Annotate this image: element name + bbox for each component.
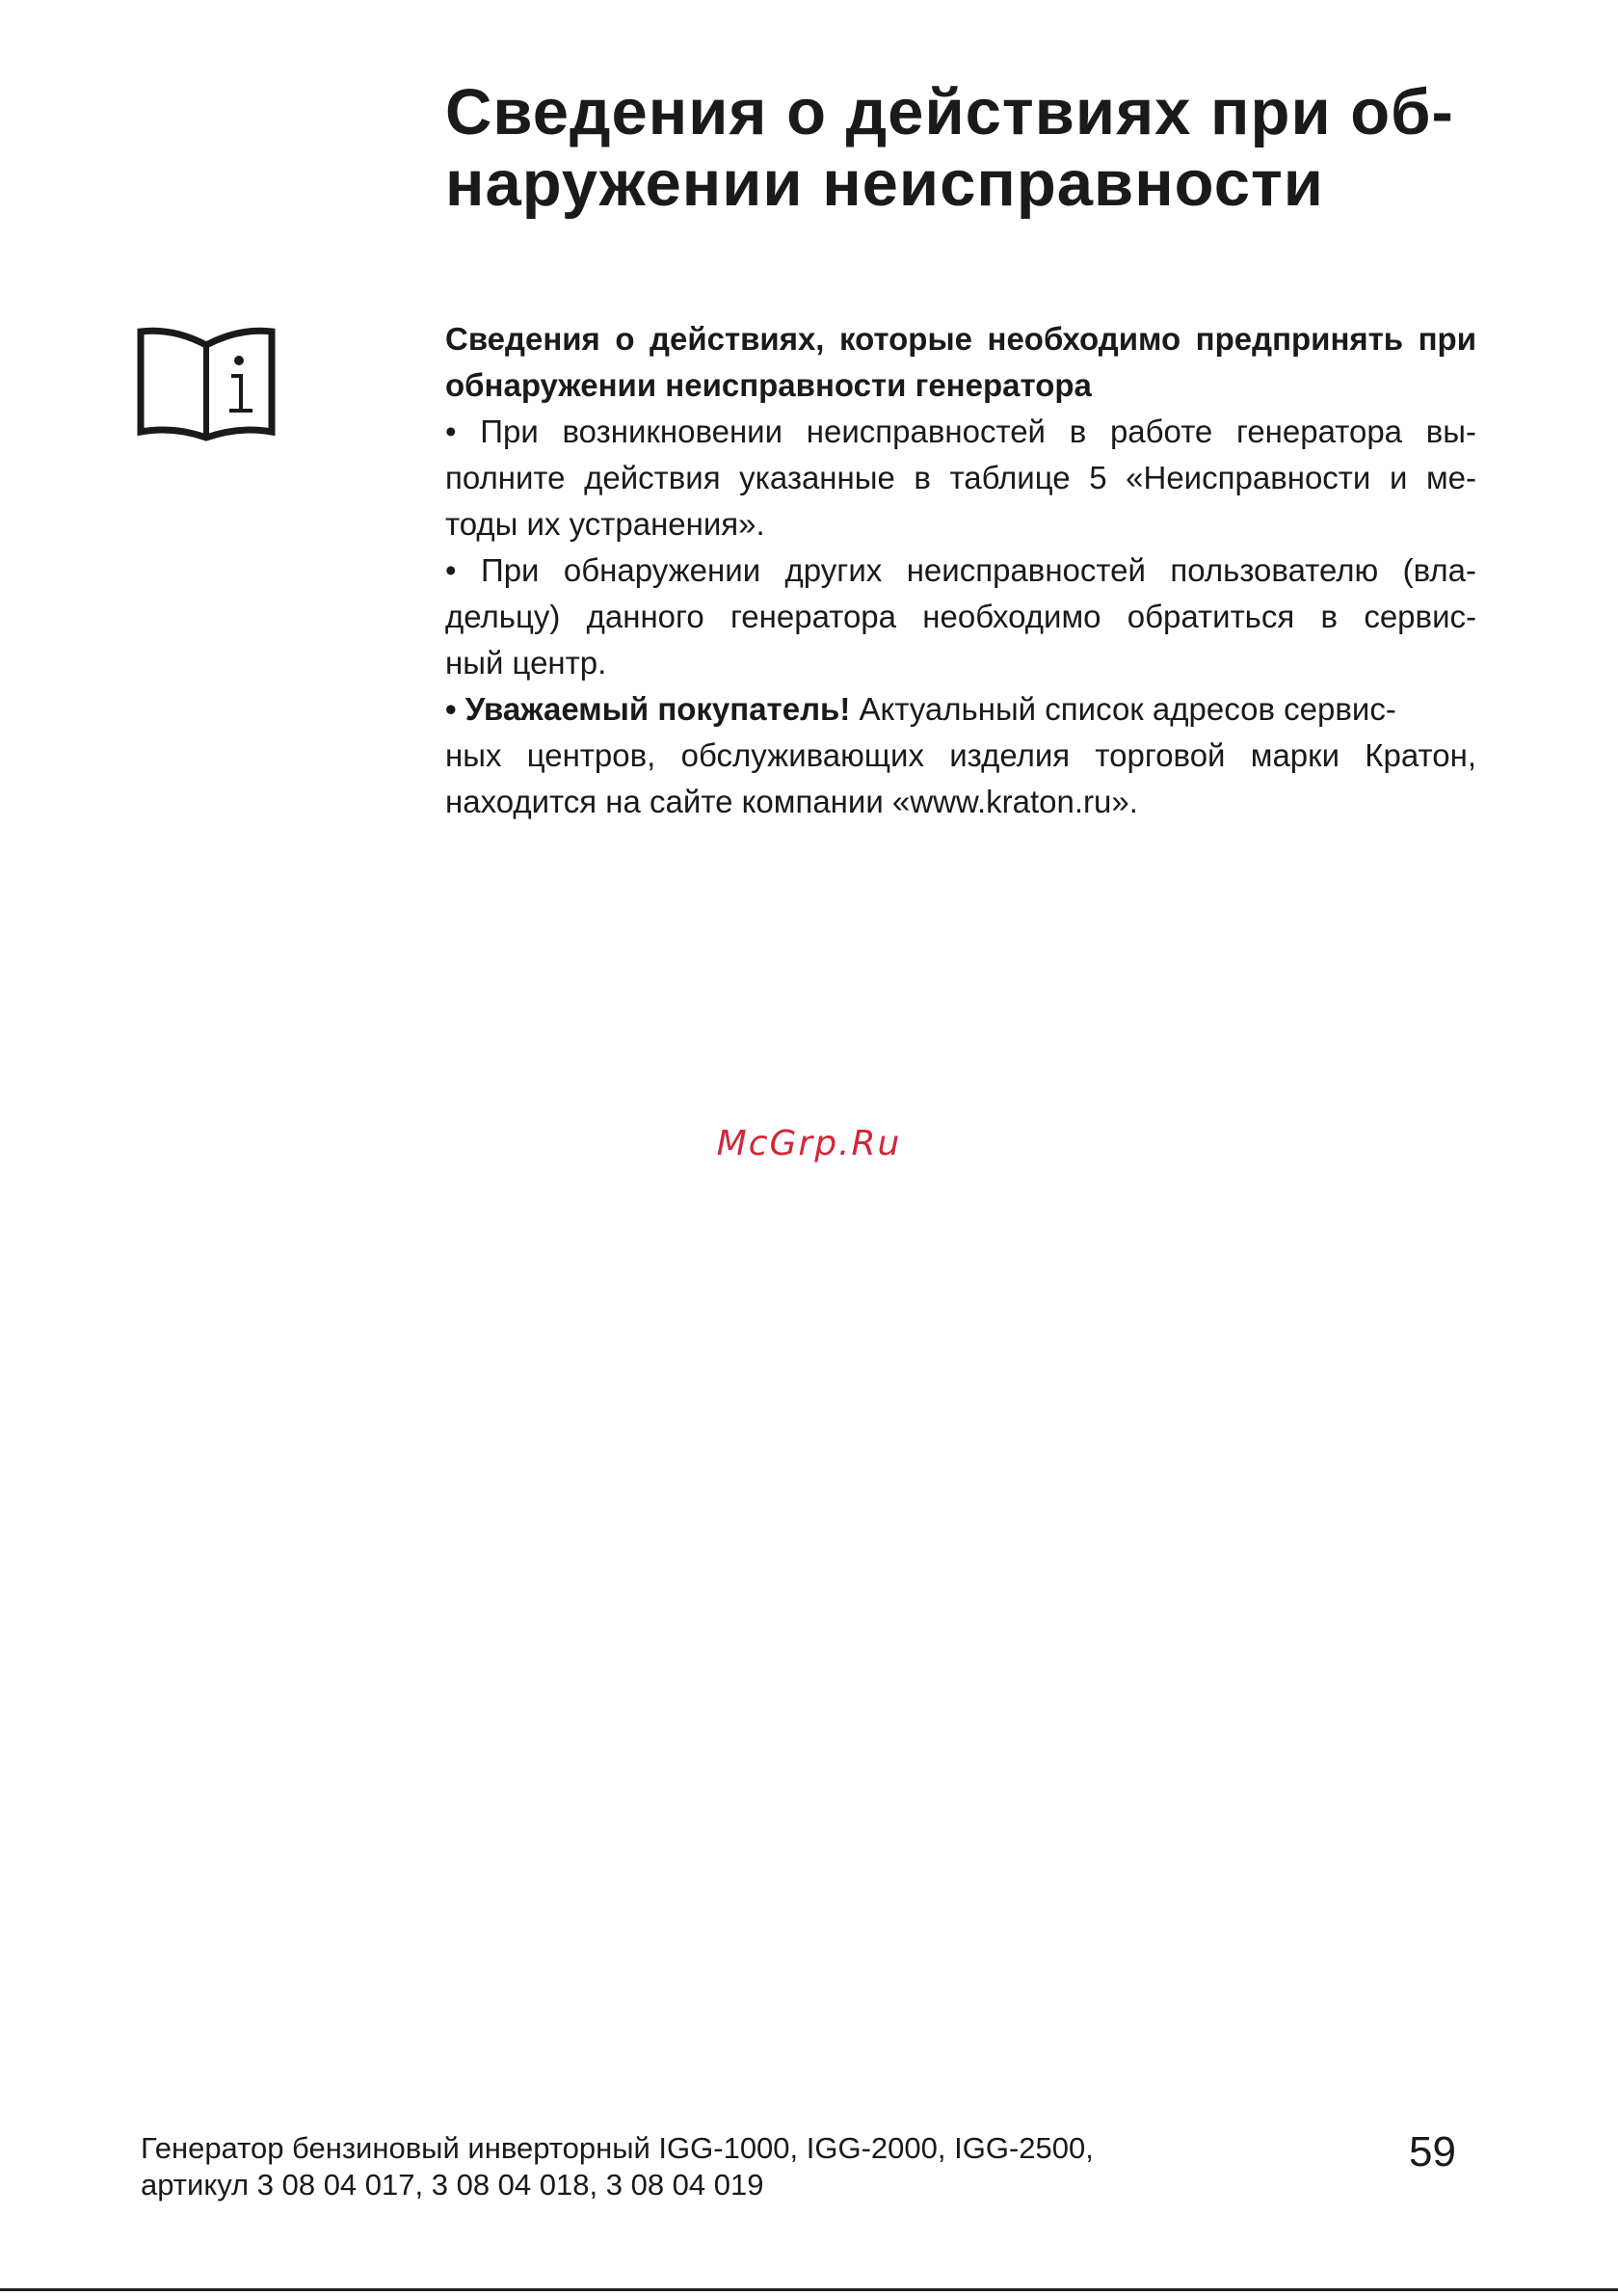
- watermark: McGrp.Ru: [716, 1124, 902, 1163]
- paragraph-1-line-3: тоды их устранения».: [445, 506, 765, 542]
- footer-product-info: [141, 2130, 1094, 2203]
- paragraph-1-line-2: полните действия указанные в таблице 5 «Неисправности и ме-: [445, 460, 1476, 495]
- paragraph-3-line-3: находится на сайте компании «www.kraton.ru».: [445, 784, 1138, 819]
- lead-line-1: Сведения о действиях, которые необходимо предпринять при: [445, 321, 1476, 357]
- dear-customer-label: • Уважаемый покупатель!: [445, 691, 851, 727]
- page-title: [445, 77, 1476, 220]
- page-title-line-1: Сведения о действиях при об-: [445, 76, 1454, 148]
- lead-line-2: обнаружении неисправности генератора: [445, 367, 1092, 403]
- paragraph-2-line-3: ный центр.: [445, 645, 607, 681]
- page-number: 59: [1409, 2128, 1456, 2176]
- paragraph-3-line-1: [445, 686, 1476, 733]
- bottom-divider: [0, 2288, 1618, 2291]
- paragraph-1-line-1: • При возникновении неисправностей в работе генератора вы-: [445, 414, 1476, 449]
- paragraph-2-line-1: • При обнаружении других неисправностей пользователю (вла-: [445, 552, 1476, 588]
- footer-line-2: артикул 3 08 04 017, 3 08 04 018, 3 08 04 019: [141, 2168, 764, 2202]
- page-title-line-2: наружении неисправности: [445, 147, 1324, 220]
- paragraph-3-line-1-rest: Актуальный список адресов сервис-: [850, 691, 1396, 727]
- footer-line-1: Генератор бензиновый инверторный IGG-1000, IGG-2000, IGG-2500,: [141, 2131, 1094, 2165]
- book-info-icon: [137, 324, 276, 443]
- paragraph-2-line-2: дельцу) данного генератора необходимо обратиться в сервис-: [445, 599, 1476, 634]
- paragraph-3-line-2: ных центров, обслуживающих изделия торговой марки Кратон,: [445, 737, 1476, 773]
- fault-actions-section: [445, 316, 1476, 825]
